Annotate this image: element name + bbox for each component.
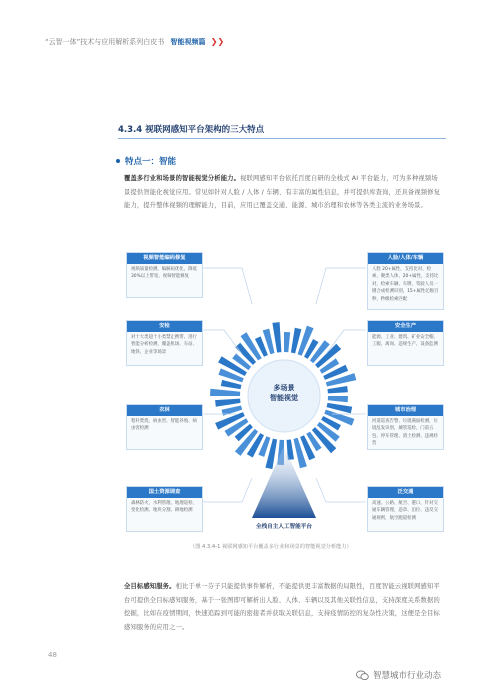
- box-body: 人脸 20+属性，支持比对、检索、聚类人体、20+属性，支持比对，检索车辆、车牌，驾驶人员一键合成检测识别，15+属性亿级百秒，秒级检索匹配: [372, 267, 439, 302]
- bullet-icon: [116, 159, 120, 163]
- ray-segment: [221, 380, 242, 389]
- box-body: 能源、工业、建筑、矿业安全帽、工服、离岗、违规生产、设备监测: [372, 335, 438, 348]
- box-title: 安检: [127, 321, 202, 332]
- box-title: 城市治理: [368, 405, 443, 416]
- wechat-icon: [356, 670, 369, 681]
- paragraph-2: [124, 580, 444, 634]
- box-face-body-vehicle: [367, 252, 444, 310]
- paragraph-1-lead: 覆盖多行业和场景的智能视觉分析能力。: [124, 175, 241, 182]
- chevron-right-icon: ❯❯: [210, 37, 225, 46]
- ray-segment: [215, 399, 240, 407]
- box-body: 秸秆焚烧，病虫害、智能养殖、病虫害检测: [131, 419, 197, 432]
- box-title: 人脸/人体/车辆: [368, 253, 443, 264]
- center-label: [244, 383, 324, 403]
- box-title: 视频智能编码修复: [127, 253, 202, 264]
- feature-heading: [116, 155, 176, 167]
- box-agriculture: [126, 404, 203, 450]
- paragraph-1: [124, 172, 444, 213]
- box-body: 视频质量检测，编解码优化，降低30%以上带宽、视频智能修复: [131, 267, 197, 280]
- box-body: 森林防火，水利管理、地理巡检、变化检测、地块分割、耕地检测: [131, 501, 197, 514]
- box-title: 安全生产: [368, 321, 443, 332]
- feature-label: 特点一：智能: [125, 157, 177, 167]
- box-title: 国土资源调查: [127, 487, 202, 498]
- ray-segment: [284, 332, 290, 352]
- box-body: 河道巡查告警、垃圾满溢检测，垃圾乱发识别，城管巡检，门前五包、停车管理、渣土检测、违规经营: [372, 419, 438, 447]
- center-label-line-2: 智能视觉: [270, 394, 298, 402]
- header-series: “云智一体”技术与应用解析系列白皮书: [45, 38, 165, 46]
- box-safety-production: [367, 320, 444, 366]
- upward-arrow-icon: [252, 446, 316, 518]
- base-platform-label: 全栈自主人工智能平台: [256, 524, 312, 530]
- section-divider: [118, 138, 446, 139]
- box-security-check: [126, 320, 203, 366]
- paragraph-1-body: 视联网感知平台依托百度自研的全栈式 AI 平台能力，可为多种视频场景提供智能化视觉应用。常见如针对人脸 / 人体 / 车辆、有丰富的属性信息，并可提供库查询，还具备视频修复能力，提升整体视频的理解能力，目前，应用已覆盖交通、能源、城市治理和农林等各类主流的业务场景。: [124, 175, 441, 210]
- section-title: 4.3.4 视联网感知平台架构的三大特点: [118, 125, 265, 135]
- running-header: [45, 37, 224, 47]
- ray-segment: [210, 389, 240, 396]
- figure-caption: （图 4.3.4-1 视联网感知平台覆盖多行业和场景的智能视觉分析能力）: [190, 544, 352, 550]
- watermark: [356, 669, 441, 681]
- header-section: 智能视频篇: [170, 38, 206, 46]
- box-body: 高速、公路、航空、港口，针对交通车辆管理，违章、泊位、违反交通规则，航空跑道检测: [372, 501, 438, 521]
- architecture-diagram: [124, 246, 444, 536]
- box-body: 对十大类超十小类禁止携带、进行智能分析检测，覆盖机场、车站、地铁、企业等场景: [131, 335, 197, 355]
- paragraph-2-body: 相比于单一芬子只能提供事件解析，不能提供更丰富数据的局限性，百度智能云视联网感知平台可提供全目标感知服务，基于一张图即可解析出人脸、人体、车辆以及其他关联性信息，支持深度关系数据的挖掘，比如在疫情期间，快速追踪到可能的密接者并获取关联信息，支持疫情防控的复杂性决策，这便是全目标感知服务的应用之一。: [124, 583, 440, 631]
- paragraph-2-lead: 全目标感知服务。: [124, 583, 176, 590]
- ray-segment: [328, 386, 348, 393]
- center-label-line-1: 多场景: [273, 384, 295, 392]
- box-video-repair: [126, 252, 203, 298]
- box-transport: [367, 486, 444, 532]
- ray-segment: [272, 322, 281, 352]
- page-number: 48: [48, 651, 57, 659]
- ray-segment: [328, 396, 348, 402]
- watermark-text: 智慧城市行业动态: [373, 671, 442, 681]
- box-title: 泛交通: [368, 487, 443, 498]
- box-land-resources: [126, 486, 203, 532]
- box-title: 农林: [127, 405, 202, 416]
- box-city-governance: [367, 404, 444, 450]
